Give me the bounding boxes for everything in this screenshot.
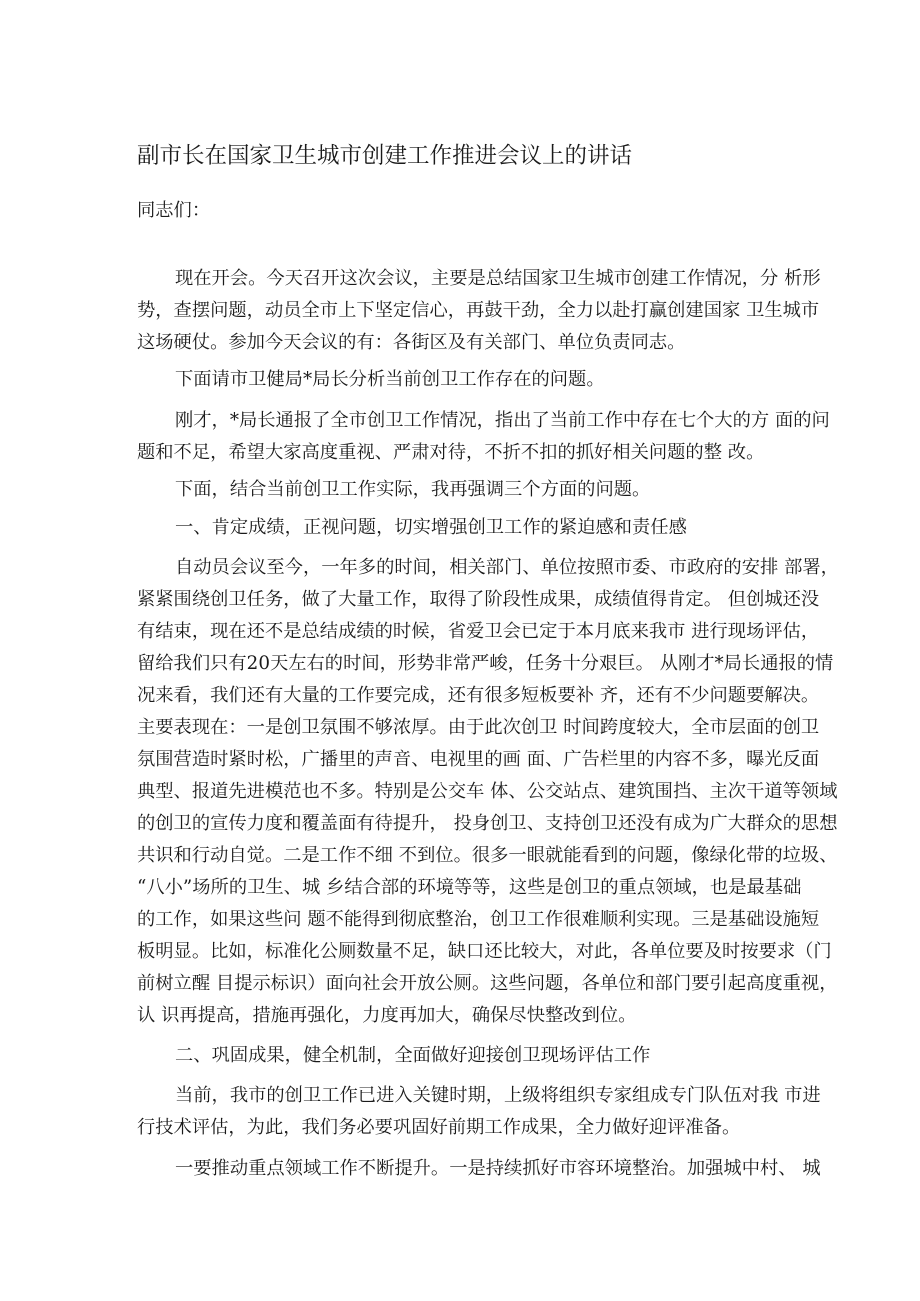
text-line: 况来看，我们还有大量的工作要完成，还有很多短板要补 齐，还有不少问题要解决。 — [137, 685, 820, 706]
text-line: 下面请市卫健局*局长分析当前创卫工作存在的问题。 — [175, 369, 605, 390]
text-line: 板明显。比如，标准化公厕数量不足，缺口还比较大，对此，各单位要及时按要求（门 — [137, 941, 832, 962]
text-line: 题和不足，希望大家高度重视、严肃对待，不折不扣的抓好相关问题的整 改。 — [137, 442, 765, 463]
text-line: 认 识再提高，措施再强化，力度再加大，确保尽快整改到位。 — [137, 1005, 637, 1026]
document-title: 副市长在国家卫生城市创建工作推进会议上的讲话 — [137, 143, 633, 169]
text-line: 的创卫的宣传力度和覆盖面有待提升， 投身创卫、支持创卫还没有成为广大群众的思想 — [137, 813, 838, 834]
text-line: 共识和行动自觉。二是工作不细 不到位。很多一眼就能看到的问题，像绿化带的垃圾、 — [137, 845, 838, 866]
text-line: 行技术评估，为此，我们务必要巩固好前期工作成果，全力做好迎评准备。 — [137, 1117, 741, 1138]
text-line: 这场硬仗。参加今天会议的有：各街区及有关部门、单位负责同志。 — [137, 332, 686, 353]
text-line: “八小”场所的卫生、城 乡结合部的环境等等，这些是创卫的重点领域，也是最基础 — [137, 877, 802, 898]
section-heading-2: 二、巩固成果，健全机制，全面做好迎接创卫现场评估工作 — [175, 1045, 651, 1066]
text-line: 主要表现在：一是创卫氛围不够浓厚。由于此次创卫 时间跨度较大，全市层面的创卫 — [137, 717, 820, 738]
text-line: 紧紧围绕创卫任务，做了大量工作，取得了阶段性成果，成绩值得肯定。 但创城还没 — [137, 589, 820, 610]
text-line: 当前，我市的创卫工作已进入关键时期，上级将组织专家组成专门队伍对我 市进 — [175, 1085, 821, 1106]
text-line: 势，查摆问题，动员全市上下坚定信心，再鼓干劲，全力以赴打赢创建国家 卫生城市 — [137, 300, 820, 321]
text-line: 刚才，*局长通报了全市创卫工作情况，指出了当前工作中存在七个大的方 面的问 — [175, 410, 830, 431]
section-heading-1: 一、肯定成绩，正视问题，切实增强创卫工作的紧迫感和责任感 — [175, 517, 687, 538]
text-line: 前树立醒 目提示标识）面向社会开放公厕。这些问题，各单位和部门要引起高度重视， — [137, 973, 838, 994]
text-line: 一要推动重点领域工作不断提升。一是持续抓好市容环境整治。加强城中村、 城 — [175, 1158, 821, 1179]
text-line: 氛围营造时紧时松，广播里的声音、电视里的画 面、广告栏里的内容不多，曝光反面 — [137, 749, 820, 770]
salutation: 同志们： — [137, 200, 211, 221]
text-line: 留给我们只有20天左右的时间，形势非常严峻，任务十分艰巨。 从刚才*局长通报的情 — [137, 653, 834, 674]
text-line: 典型、报道先进模范也不多。特别是公交车 体、公交站点、建筑围挡、主次干道等领域 — [137, 781, 838, 802]
text-line: 现在开会。今天召开这次会议，主要是总结国家卫生城市创建工作情况，分 析形 — [175, 268, 821, 289]
text-line: 自动员会议至今，一年多的时间，相关部门、单位按照市委、市政府的安排 部署， — [175, 557, 839, 578]
text-line: 有结束，现在还不是总结成绩的时候，省爱卫会已定于本月底来我市 进行现场评估， — [137, 621, 820, 642]
text-line: 下面，结合当前创卫工作实际，我再强调三个方面的问题。 — [175, 479, 651, 500]
text-line: 的工作，如果这些问 题不能得到彻底整治，创卫工作很难顺利实现。三是基础设施短 — [137, 909, 820, 930]
